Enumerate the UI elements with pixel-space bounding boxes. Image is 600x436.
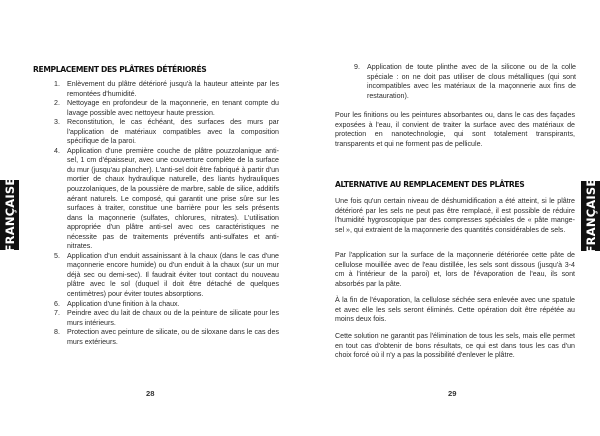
list-item: 1. Enlèvement du plâtre détérioré jusqu'à la hauteur atteinte par les remontées d'humidité. xyxy=(54,80,279,98)
paragraph-dehumidification: Une fois qu'un certain niveau de déshumidification a été atteint, si le plâtre détérioré par les sels ne peut pas être remplacé, il est possible de réduire l'humidité hygroscopique par des compresses spéciales de « pâte mange-sel », qui extraient de la maçonnerie des quantités considérables de sels. xyxy=(335,197,575,234)
list-item: 9. Application de toute plinthe avec de la silicone ou de la colle spéciale : on ne doit pas utiliser de clous métalliques (qui sont incompatibles avec les matériaux de la maçonnerie aux fins de restauration). xyxy=(354,63,576,100)
language-tab-label: FRANÇAISE xyxy=(583,178,598,254)
right-page xyxy=(300,0,600,436)
list-item: 8. Protection avec peinture de silicate, ou de siloxane dans le cas des murs extérieurs. xyxy=(54,328,279,346)
list-item: 7. Peindre avec du lait de chaux ou de la peinture de silicate pour les murs intérieurs. xyxy=(54,309,279,327)
section-heading-alternative: ALTERNATIVE AU REMPLACEMENT DES PLÂTRES xyxy=(335,180,525,189)
list-item: 4. Application d'une première couche de plâtre pouzzolanique anti-sel, 1 cm d'épaisseur, avec une couverture complète de la surface du mur (jusqu'au plancher). L'anti-sel doit être fabriqué à partir d'un mortier de chaux hydraulique naturelle, des liants hydrauliques pouzzolaniques, de la poussière de marbre, sable de silice, additifs aérant naturels. Le composé, qui garantit une prise sûre sur les surfaces à traiter, constitue une barrière pour les sels présents dans la maçonnerie (sulfates, chlorures, nitrates). L'utilisation appropriée d'un plâtre anti-sel avec ces caractéristiques ne nécessite pas de traitements préventifs anti-sulfates et anti-nitrates. xyxy=(54,146,279,251)
paragraph-limitations: Cette solution ne garantit pas l'élimination de tous les sels, mais elle permet en tout cas d'obtenir de bons résultats, ce qui est dans tous les cas d'un choix forcé où il n'y a pas la possibilité d'enlever le plâtre. xyxy=(335,332,575,360)
list-item: 3. Reconstitution, le cas échéant, des surfaces des murs par l'application de matériaux compatibles avec la composition spécifique de la paroi. xyxy=(54,118,279,146)
language-tab-right xyxy=(581,178,600,254)
language-tab-left xyxy=(0,177,19,253)
section-heading-replacement: REMPLACEMENT DES PLÂTRES DÉTÉRIORÉS xyxy=(33,65,207,74)
paragraph-cellulose-paste: Par l'application sur la surface de la maçonnerie détériorée cette pâte de cellulose mouillée avec de l'eau distillée, les sels sont dissous (jusqu'à 3-4 cm à l'intérieur de la paroi) et, lors de l'évaporation de l'eau, ils sont absorbés par la pâte. xyxy=(335,251,575,288)
list-item: 6. Application d'une finition à la chaux. xyxy=(54,299,180,308)
paragraph-protection: Pour les finitions ou les peintures absorbantes ou, dans le cas des façades exposées à l'eau, il convient de traiter la surface avec des matériaux de protection en nanotechnologie, qui sont totalement transpirants, transparents et qui ne forment pas de pellicule. xyxy=(335,111,575,148)
procedure-list xyxy=(54,80,279,347)
list-item: 5. Application d'un enduit assainissant à la chaux (dans le cas d'une maçonnerie encore humide) ou d'un enduit à la chaux (sur un mur déjà sec ou demi-sec). Il faudrait éviter tout contact du nouveau plâtre avec le sol (duquel il doit être détaché de quelques centimètres) pour éviter toutes absorptions. xyxy=(54,251,279,299)
language-tab-label: FRANÇAISE xyxy=(2,177,17,253)
page-number-left: 28 xyxy=(146,389,155,398)
list-item: 2. Nettoyage en profondeur de la maçonnerie, en tenant compte du lavage possible avec nettoyeur haute pression. xyxy=(54,99,279,117)
procedure-list-continued xyxy=(354,63,576,101)
page-number-right: 29 xyxy=(448,389,457,398)
paragraph-evaporation: À la fin de l'évaporation, la cellulose séchée sera enlevée avec une spatule et avec elle les sels seront éliminés. Cette opération doit être répétée au moins deux fois. xyxy=(335,296,575,324)
